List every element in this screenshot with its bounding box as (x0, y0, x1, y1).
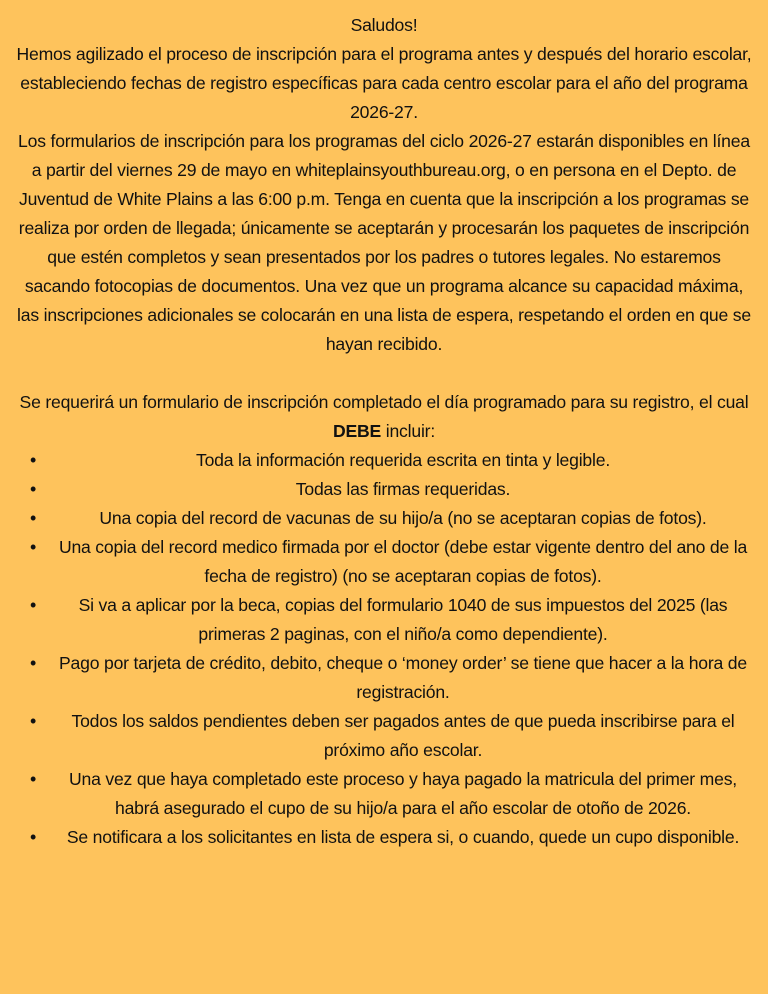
requirements-emphasis: DEBE (332, 421, 382, 441)
greeting: Saludos! (350, 15, 418, 35)
list-item: • Una vez que haya completado este proceso y haya pagado la matricula del primer mes, habrá asegurado el cupo de su hijo/a para el año escolar de otoño de 2026. (14, 765, 754, 823)
intro-paragraph-program: Hemos agilizado el proceso de inscripción para el programa antes y después del horario escolar, estableciendo fechas de registro específicas para cada centro escolar para el año del programa 2026-27. (16, 44, 752, 122)
intro-paragraph-forms: Los formularios de inscripción para los programas del ciclo 2026-27 estarán disponibles en línea a partir del viernes 29 de mayo en whiteplainsyouthbureau.org, o en persona en el Depto. de Juventud de White Plains a las 6:00 p.m. Tenga en cuenta que la inscripción a los programas se realiza por orden de llegada; únicamente se aceptarán y procesarán los paquetes de inscripción que estén completos y sean presentados por los padres o tutores legales. No estaremos sacando fotocopias de documentos. Una vez que un programa alcance su capacidad máxima, las inscripciones adicionales se colocarán en una lista de espera, respetando el orden en que se hayan recibido. (17, 131, 751, 354)
paragraph-spacer (14, 359, 754, 388)
list-item: • Una copia del record medico firmada por el doctor (debe estar vigente dentro del ano de la fecha de registro) (no se aceptaran copias de fotos). (14, 533, 754, 591)
list-item: • Toda la información requerida escrita en tinta y legible. (14, 446, 754, 475)
requirements-lead (14, 388, 754, 446)
list-item: • Todas las firmas requeridas. (14, 475, 754, 504)
list-item: • Pago por tarjeta de crédito, debito, cheque o ‘money order’ se tiene que hacer a la hora de registración. (14, 649, 754, 707)
list-item: • Todos los saldos pendientes deben ser pagados antes de que pueda inscribirse para el próximo año escolar. (14, 707, 754, 765)
requirements-lead-text: Se requerirá un formulario de inscripción completado el día programado para su registro, el cual (19, 392, 749, 412)
requirements-list (14, 446, 754, 852)
requirements-trail-text: incluir: (385, 421, 436, 441)
list-item: • Una copia del record de vacunas de su hijo/a (no se aceptaran copias de fotos). (14, 504, 754, 533)
list-item: • Si va a aplicar por la beca, copias del formulario 1040 de sus impuestos del 2025 (las primeras 2 paginas, con el niño/a como dependiente). (14, 591, 754, 649)
list-item: • Se notificara a los solicitantes en lista de espera si, o cuando, quede un cupo disponible. (14, 823, 754, 852)
